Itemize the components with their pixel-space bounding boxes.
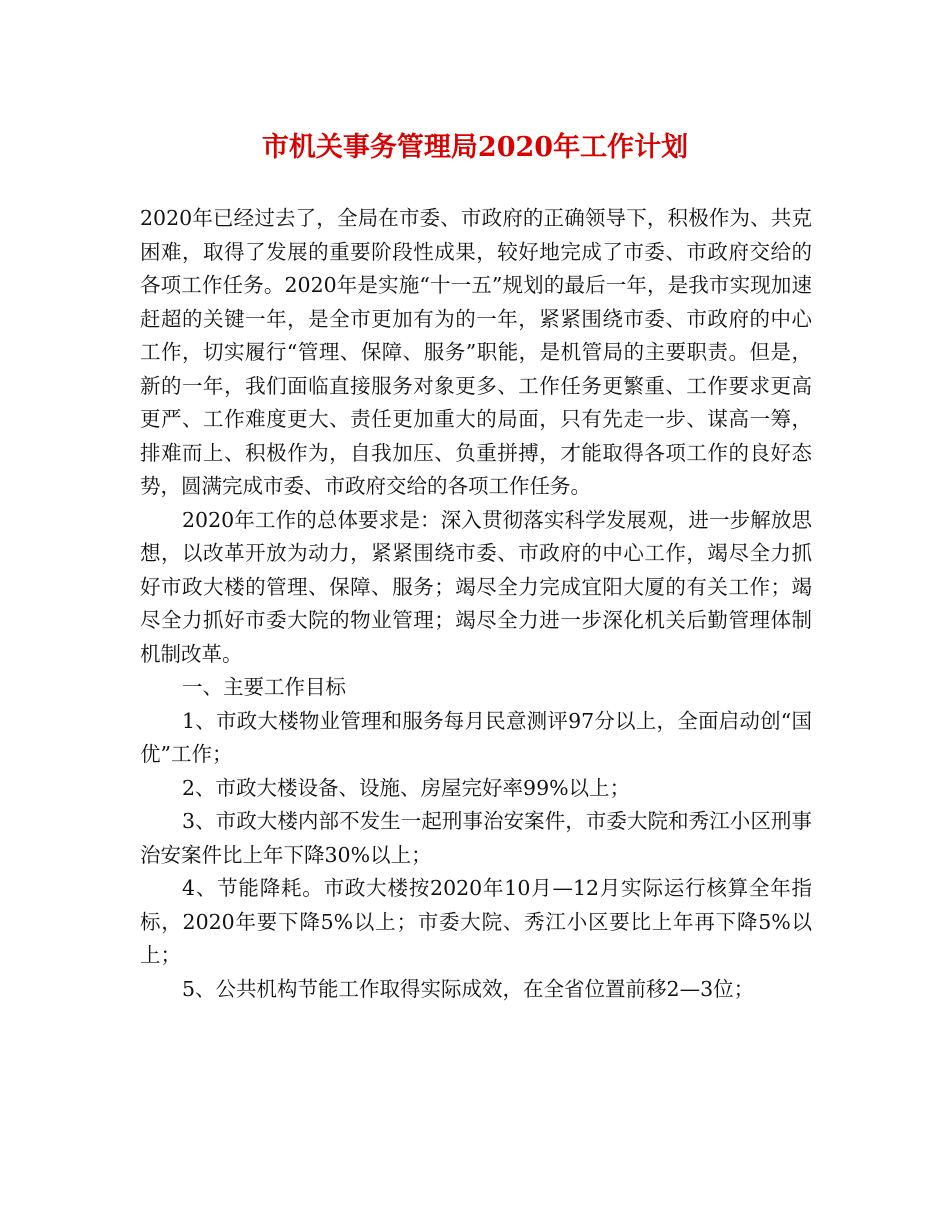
goal-item-2: 2、市政大楼设备、设施、房屋完好率99%以上； — [182, 775, 631, 800]
document-body — [140, 202, 812, 1006]
paragraph-overall-requirements: 2020年工作的总体要求是：深入贯彻落实科学发展观，进一步解放思想，以改革开放为动力，紧紧围绕市委、市政府的中心工作，竭尽全力抓好市政大楼的管理、保障、服务；竭尽全力完成宜阳大厦的有关工作；竭尽全力抓好市委大院的物业管理；竭尽全力进一步深化机关后勤管理体制机制改革。 — [140, 507, 812, 666]
goal-item-5: 5、公共机构节能工作取得实际成效，在全省位置前移2—3位； — [182, 976, 755, 1001]
goal-item-3: 3、市政大楼内部不发生一起刑事治安案件，市委大院和秀江小区刑事治安案件比上年下降30%以上； — [140, 809, 812, 867]
paragraph-intro: 2020年已经过去了，全局在市委、市政府的正确领导下，积极作为、共克困难，取得了发展的重要阶段性成果，较好地完成了市委、市政府交给的各项工作任务。2020年是实施“十一五”规划的最后一年，是我市实现加速赶超的关键一年，是全市更加有为的一年，紧紧围绕市委、市政府的中心工作，切实履行“管理、保障、服务”职能，是机管局的主要职责。但是，新的一年，我们面临直接服务对象更多、工作任务更繁重、工作要求更高更严、工作难度更大、责任更加重大的局面，只有先走一步、谋高一筹，排难而上、积极作为，自我加压、负重拼搏，才能取得各项工作的良好态势，圆满完成市委、市政府交给的各项工作任务。 — [140, 206, 812, 498]
document-title: 市机关事务管理局2020年工作计划 — [261, 132, 689, 163]
goal-item-1: 1、市政大楼物业管理和服务每月民意测评97分以上，全面启动创“国优”工作； — [140, 708, 812, 766]
section-heading-main-goals: 一、主要工作目标 — [182, 675, 346, 699]
goal-item-4: 4、节能降耗。市政大楼按2020年10月—12月实际运行核算全年指标，2020年要下降5%以上；市委大院、秀江小区要比上年再下降5%以上； — [140, 876, 812, 967]
